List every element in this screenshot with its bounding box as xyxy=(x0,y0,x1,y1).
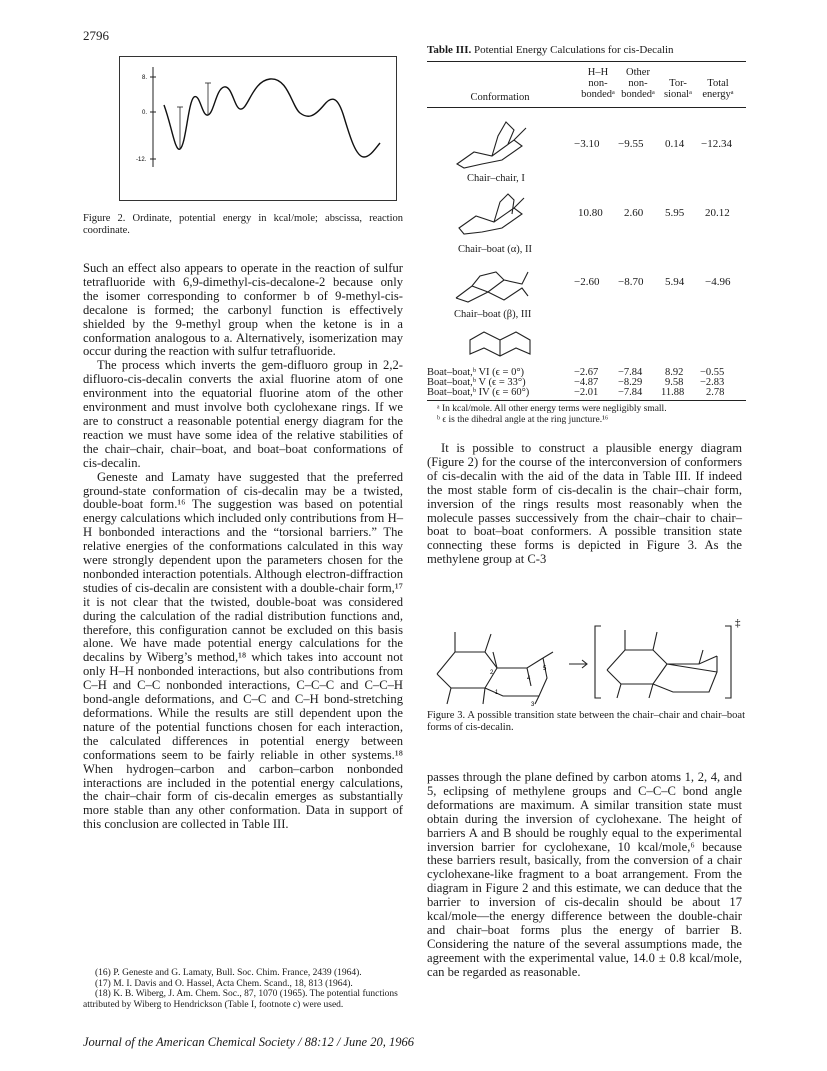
paragraph: The process which inverts the gem-difluoro group in 2,2-difluoro-cis-decalin converts the axial fluorine atom of one environment into the equatorial fluorine atom of the other environment and must involve both cyclohexane rings. If we are to construct a reasonable potential energy diagram for the reaction we must have some idea of the relative stabilities of the chair–chair, chair–boat, and boat–boat conformations of cis-decalin. xyxy=(83,358,403,470)
chair-chair-structure xyxy=(452,116,532,174)
table-footnote-b: ᵇ ϵ is the dihedral angle at the ring juncture.¹⁶ xyxy=(437,415,609,425)
right-column-text-1 xyxy=(427,442,742,567)
cell-hh-5: −4.87 xyxy=(574,377,599,388)
atom-label-5: 5 xyxy=(543,666,547,672)
header-hh: H–H non- bondedᵃ xyxy=(581,67,615,100)
chair-boat-alpha-structure xyxy=(454,188,534,240)
row-label-boat-v: Boat–boat,ᵇ V (ϵ = 33°) xyxy=(427,377,526,388)
cell-tor-3: 5.94 xyxy=(665,276,685,288)
table-title xyxy=(427,44,674,56)
paragraph: Such an effect also appears to operate in the reaction of sulfur tetrafluoride with 6,9-dimethyl-cis-decalone-2 because only the isomer corresponding to conformer b of 9-methyl-cis-decalone is formed; the carbonyl function is effectively shielded by the 9-methyl group when the ketone is in a conformation analogous to a. Alternatively, isomerization may occur during the reaction with sulfur tetrafluoride. xyxy=(83,261,403,359)
energy-curve xyxy=(164,79,380,157)
paragraph: passes through the plane defined by carbon atoms 1, 2, 4, and 5, eclipsing of methylene groups and C–C–C bond angle deformations are maximum. A similar transition state must obtain during the inversion of cyclohexane. The height of barriers A and B should be roughly equal to the experimental inversion barrier for cyclohexane, 10 kcal/mole,⁶ because these barriers result, basically, from the conversion of a chair cyclohexane-like fragment to a boat arrangement. From the diagram in Figure 2 and this estimate, we can deduce that the barrier to inversion of cis-decalin should be about 17 kcal/mole—the energy difference between the double-chair and chair–boat forms plus the energy of barrier B. Considering the nature of the several assumptions made, the agreement with the experimental value, 14.0 ± 0.8 kcal/mole, can be regarded as reasonable. xyxy=(427,770,742,979)
cell-total-2: 20.12 xyxy=(705,207,730,219)
energy-curve-plot xyxy=(120,57,398,202)
row-label-boat-iv: Boat–boat,ᵇ IV (ϵ = 60°) xyxy=(427,387,530,398)
cell-other-2: 2.60 xyxy=(624,207,644,219)
table-number: Table III. xyxy=(427,44,472,56)
footnote-18: (18) K. B. Wiberg, J. Am. Chem. Soc., 87, 1070 (1965). The potential functions attributed by Wiberg to Hendrickson (Table I, footnote c) were used. xyxy=(83,989,398,1010)
row-label-chair-boat-beta: Chair–boat (β), III xyxy=(454,309,532,320)
right-column-text-2 xyxy=(427,771,742,980)
row-label-chair-chair: Chair–chair, I xyxy=(467,173,525,184)
atom-label-1: 1 xyxy=(495,690,499,696)
reaction-arrow xyxy=(569,660,587,668)
header-conformation: Conformation xyxy=(470,92,530,103)
figure-2-caption: Figure 2. Ordinate, potential energy in kcal/mole; abscissa, reaction coordinate. xyxy=(83,213,403,236)
cell-tor-6: 11.88 xyxy=(661,387,685,398)
figure-3-transition-state xyxy=(427,612,747,708)
header-total: Total energyᵃ xyxy=(702,78,734,100)
cell-other-4: −7.84 xyxy=(618,367,643,378)
footnote-16: (16) P. Geneste and G. Lamaty, Bull. Soc. Chim. France, 2439 (1964). xyxy=(95,968,362,978)
cell-hh-1: −3.10 xyxy=(574,138,600,150)
y-tick-label-mid: 0. xyxy=(142,110,148,116)
cell-total-1: −12.34 xyxy=(701,138,732,150)
y-tick-label-bottom: -12. xyxy=(136,157,147,163)
double-dagger-symbol: ‡ xyxy=(735,617,741,629)
row-label-chair-boat-alpha: Chair–boat (α), II xyxy=(458,244,533,255)
cell-hh-2: 10.80 xyxy=(578,207,603,219)
paragraph: It is possible to construct a plausible energy diagram (Figure 2) for the course of the interconversion of conformers of cis-decalin with the aid of the data in Table III. If indeed the most stable form of cis-decalin is the chair–chair form, inversion of the rings results most reasonably when the molecule passes successively from the chair–chair to chair–boat to boat–boat conformers. A possible transition state connecting these forms is depicted in Figure 3. As the methylene group at C-3 xyxy=(427,441,742,567)
atom-label-4: 4 xyxy=(527,676,531,682)
cell-other-6: −7.84 xyxy=(618,387,643,398)
cell-other-3: −8.70 xyxy=(618,276,644,288)
atom-label-3: 3 xyxy=(531,702,535,708)
chair-boat-beta-structure xyxy=(452,262,534,308)
cell-tor-2: 5.95 xyxy=(665,207,685,219)
cell-hh-4: −2.67 xyxy=(574,367,599,378)
journal-footer: Journal of the American Chemical Society / 88:12 / June 20, 1966 xyxy=(83,1035,414,1049)
cell-tor-4: 8.92 xyxy=(665,367,684,378)
table-footnote-a: ᵃ In kcal/mole. All other energy terms were negligibly small. xyxy=(437,404,667,414)
cell-other-1: −9.55 xyxy=(618,138,644,150)
table-rule-header xyxy=(427,107,746,108)
cell-tor-1: 0.14 xyxy=(665,138,685,150)
boat-boat-structure xyxy=(466,326,536,362)
paragraph: Geneste and Lamaty have suggested that the preferred ground-state conformation of cis-decalin may be a twisted, double-boat form.¹⁶ The suggestion was based on potential energy calculations which included only contributions from H–H bonbonded interactions and the “torsional barriers.” The relative energies of the conformations calculated in this way were strongly dependent upon the parameters chosen for the nonbonded interaction potentials. Although electron-diffraction studies of cis-decalin are consistent with a double-chair form,¹⁷ it is not clear that the twisted, double-boat was considered during the calculation of the radial distribution functions and, therefore, this configuration cannot be excluded on this basis alone. We have made potential energy calculations for the decalins by Wiberg’s method,¹⁸ which takes into account not only H–H nonbonded interactions, but also contributions from C–H and C–C nonbonded interactions, C–C–C and C–C–H bond-angle deformations, and C–C and C–H bond-stretching deformations. While the results are still dependent upon the nature of the potential functions chosen for each interaction, the calculated differences in potential energy between conformations seem to be fairly reliable in other systems.¹⁸ When hydrogen–carbon and carbon–carbon nonbonded interactions are included in the potential energy calculations, the chair–chair form of cis-decalin emerges as substantially more stable than any other conformation. Data in support of this conclusion are collected in Table III. xyxy=(83,469,403,832)
header-other: Other non- bondedᵃ xyxy=(621,67,655,100)
cell-hh-3: −2.60 xyxy=(574,276,600,288)
table-rule-top xyxy=(427,61,746,62)
cell-total-3: −4.96 xyxy=(705,276,731,288)
page-number: 2796 xyxy=(83,28,109,43)
cell-tor-5: 9.58 xyxy=(665,377,684,388)
cell-total-4: −0.55 xyxy=(700,367,725,378)
table-rule-bottom xyxy=(427,400,746,401)
cell-total-6: 2.78 xyxy=(706,387,725,398)
table-caption: Potential Energy Calculations for cis-Decalin xyxy=(473,44,674,56)
footnote-17: (17) M. I. Davis and O. Hassel, Acta Chem. Scand., 18, 813 (1964). xyxy=(95,978,353,989)
cell-other-5: −8.29 xyxy=(618,377,643,388)
transition-state-drawing xyxy=(607,630,717,698)
footnotes xyxy=(83,968,403,1010)
left-column-text xyxy=(83,262,403,832)
cell-hh-6: −2.01 xyxy=(574,387,599,398)
header-torsional: Tor- sionalᵃ xyxy=(664,78,692,100)
cell-total-5: −2.83 xyxy=(700,377,725,388)
figure-2-energy-diagram xyxy=(119,56,397,201)
row-label-boat-vi: Boat–boat,ᵇ VI (ϵ = 0°) xyxy=(427,367,525,378)
y-tick-label-top: 8. xyxy=(142,75,148,81)
figure-3-caption: Figure 3. A possible transition state between the chair–chair and chair–boat forms of cis-decalin. xyxy=(427,710,745,733)
atom-label-2: 2 xyxy=(490,670,494,676)
table-footnotes xyxy=(427,404,752,426)
